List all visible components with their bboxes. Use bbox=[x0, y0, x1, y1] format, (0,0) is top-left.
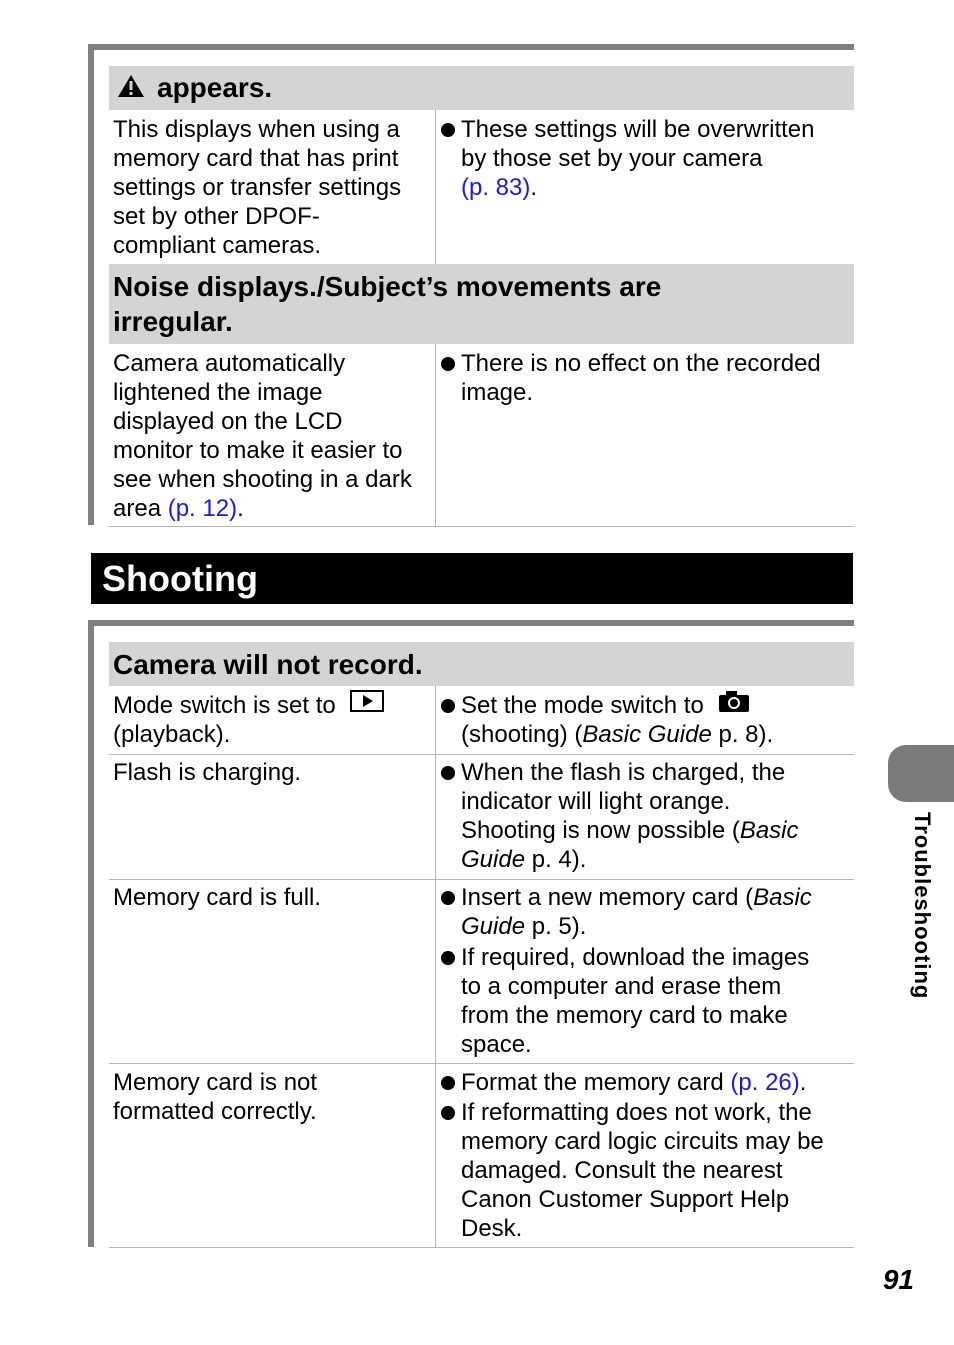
text-line bbox=[113, 494, 435, 523]
header-text: Noise displays./Subject’s movements are bbox=[113, 271, 662, 302]
text-line bbox=[461, 912, 854, 941]
cause-cell bbox=[109, 691, 435, 749]
header-text: irregular. bbox=[113, 306, 233, 337]
text-line: Memory card is not bbox=[113, 1069, 318, 1096]
text-line: see when shooting in a dark bbox=[113, 466, 412, 493]
row-divider bbox=[109, 754, 854, 755]
table-top-border bbox=[88, 620, 854, 626]
text: area bbox=[113, 495, 168, 522]
text-line: memory card that has print bbox=[113, 145, 399, 172]
solution-cell bbox=[437, 349, 854, 407]
row-divider bbox=[109, 1063, 854, 1064]
text-line: This displays when using a bbox=[113, 116, 400, 143]
italic-text: Basic bbox=[739, 817, 799, 844]
text-line: (playback). bbox=[113, 721, 231, 748]
text-line: When the flash is charged, the bbox=[461, 759, 786, 786]
solution-cell bbox=[437, 758, 854, 874]
text-line: Memory card is full. bbox=[113, 884, 322, 911]
text-line: These settings will be overwritten bbox=[461, 116, 815, 143]
text-line: space. bbox=[461, 1031, 532, 1058]
text-line: compliant cameras. bbox=[113, 232, 322, 259]
section-title: Shooting bbox=[91, 553, 853, 604]
solution-cell bbox=[437, 1068, 854, 1243]
bullet-item bbox=[461, 883, 854, 941]
header-text: appears. bbox=[157, 72, 273, 103]
punct: . bbox=[530, 174, 538, 201]
row-header-not-record: Camera will not record. bbox=[109, 642, 854, 686]
text-line bbox=[461, 883, 854, 912]
text-line: Canon Customer Support Help bbox=[461, 1186, 790, 1213]
cause-cell bbox=[109, 115, 435, 260]
table-left-border bbox=[88, 44, 94, 525]
text-line: There is no effect on the recorded bbox=[461, 350, 821, 377]
text-line bbox=[461, 845, 854, 874]
text-line: formatted correctly. bbox=[113, 1098, 317, 1125]
table-left-border bbox=[88, 620, 94, 1247]
bullet-item bbox=[461, 1068, 854, 1097]
text-line: monitor to make it easier to bbox=[113, 437, 403, 464]
text: Set the mode switch to bbox=[461, 692, 704, 719]
text-line bbox=[113, 691, 435, 720]
page-link[interactable]: (p. 83) bbox=[461, 174, 531, 201]
text-line: displayed on the LCD bbox=[113, 408, 343, 435]
text-line: set by other DPOF- bbox=[113, 203, 320, 230]
text: p. 8). bbox=[711, 721, 774, 749]
solution-cell bbox=[437, 115, 854, 202]
table-bottom-line bbox=[109, 526, 854, 527]
page-number: 91 bbox=[882, 1264, 914, 1295]
table-top-border bbox=[88, 44, 854, 50]
text-line: to a computer and erase them bbox=[461, 973, 782, 1000]
text-line: lightened the image bbox=[113, 379, 323, 406]
italic-text: Basic Guide bbox=[582, 721, 712, 749]
text-line: indicator will light orange. bbox=[461, 788, 731, 815]
punct: . bbox=[799, 1069, 807, 1096]
bullet-item bbox=[461, 758, 854, 874]
punct: . bbox=[237, 495, 244, 522]
italic-text: Guide bbox=[461, 846, 526, 873]
cause-cell bbox=[109, 349, 435, 523]
chapter-tab bbox=[888, 745, 954, 802]
text-line: by those set by your camera bbox=[461, 145, 763, 172]
text: Format the memory card bbox=[461, 1069, 731, 1096]
text-line bbox=[461, 173, 854, 202]
row-header-appears bbox=[109, 66, 854, 110]
bullet-item bbox=[461, 1098, 854, 1243]
solution-cell bbox=[437, 883, 854, 1059]
text-line: Flash is charging. bbox=[113, 759, 302, 786]
text: Shooting is now possible ( bbox=[461, 817, 740, 844]
playback-icon bbox=[350, 690, 384, 719]
text-line: Camera automatically bbox=[113, 350, 346, 377]
text-line bbox=[461, 720, 854, 749]
text-line bbox=[461, 1068, 854, 1097]
text: Mode switch is set to bbox=[113, 692, 336, 719]
cause-cell bbox=[109, 1068, 435, 1126]
text: Insert a new memory card ( bbox=[461, 884, 754, 911]
text-line: Desk. bbox=[461, 1215, 523, 1242]
text-line bbox=[461, 816, 854, 845]
warning-triangle-icon bbox=[117, 68, 145, 112]
text-line bbox=[461, 691, 854, 720]
bullet-item bbox=[461, 115, 854, 202]
italic-text: Basic bbox=[753, 884, 812, 911]
row-header-noise bbox=[109, 264, 854, 344]
page-link[interactable]: (p. 12) bbox=[167, 495, 238, 522]
column-divider bbox=[435, 686, 436, 1247]
text-line: If reformatting does not work, the bbox=[461, 1099, 812, 1126]
bullet-item bbox=[461, 691, 854, 749]
text-line: damaged. Consult the nearest bbox=[461, 1157, 783, 1184]
bullet-item bbox=[461, 943, 854, 1059]
row-divider bbox=[109, 879, 854, 880]
text-line: If required, download the images bbox=[461, 944, 810, 971]
cause-cell bbox=[109, 758, 435, 787]
text-line: from the memory card to make bbox=[461, 1002, 788, 1029]
chapter-label: Troubleshooting bbox=[910, 812, 935, 1000]
bullet-item bbox=[461, 349, 854, 407]
table-bottom-line bbox=[109, 1247, 854, 1248]
column-divider bbox=[435, 110, 436, 264]
italic-text: Guide bbox=[461, 913, 526, 940]
text: p. 4). bbox=[525, 846, 587, 873]
text: (shooting) ( bbox=[461, 721, 583, 749]
page-link[interactable]: (p. 26) bbox=[730, 1069, 800, 1096]
text: p. 5). bbox=[525, 913, 587, 940]
solution-cell bbox=[437, 691, 854, 749]
camera-icon bbox=[718, 689, 750, 720]
text-line: settings or transfer settings bbox=[113, 174, 402, 201]
text-line: image. bbox=[461, 379, 534, 406]
column-divider bbox=[435, 344, 436, 526]
cause-cell bbox=[109, 883, 435, 912]
text-line: memory card logic circuits may be bbox=[461, 1128, 824, 1155]
